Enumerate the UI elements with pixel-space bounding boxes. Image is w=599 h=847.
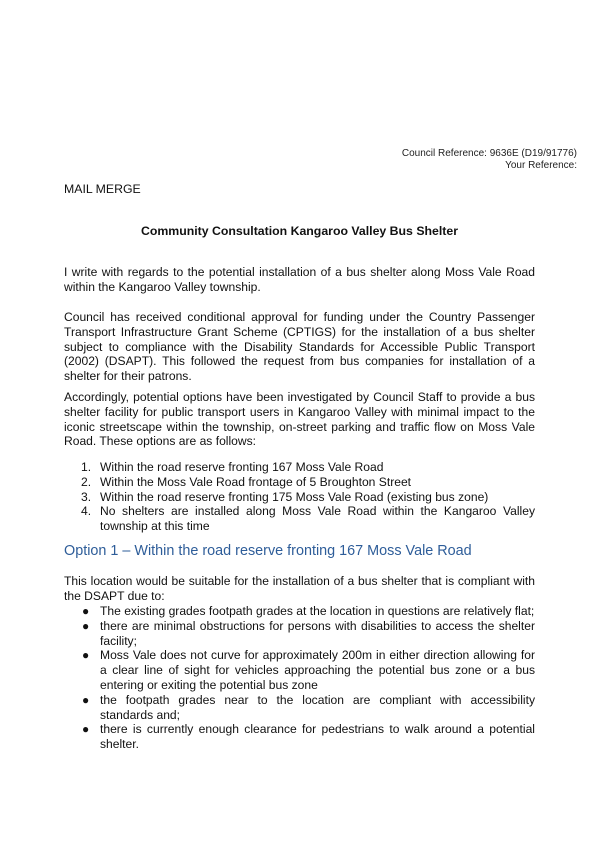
bullet-item [64,604,535,619]
bullet-text: The existing grades footpath grades at the location in questions are relatively flat; [100,604,535,618]
bullet-text: standards and; [100,707,181,722]
list-item [64,475,535,490]
bullet-icon: ● [82,648,90,663]
bullet-text: the footpath grades near to the location are compliant with accessibility [100,692,535,707]
list-number: 4. [81,504,92,519]
intro-paragraph [64,265,535,295]
bullet-icon: ● [82,604,90,618]
bullet-item [64,693,535,723]
funding-paragraph [64,310,535,384]
list-item-text: Within the road reserve fronting 167 Moss Vale Road [100,460,384,474]
option1-intro-line: the DSAPT due to: [64,588,165,603]
letter-title: Community Consultation Kangaroo Valley Bus Shelter [140,224,459,238]
options-intro-line: Road. These options are as follows: [64,434,257,449]
funding-line: subject to compliance with the Disability Standards for Accessible Public Transport [64,339,535,354]
option1-intro-paragraph [64,574,535,604]
council-reference-block [402,148,577,171]
options-intro-line: shelter facility for public transport users in Kangaroo Valley with minimal impact to the [64,404,535,419]
funding-line: shelter for their patrons. [64,369,192,384]
bullet-text: Moss Vale does not curve for approximately 200m in either direction allowing for [100,648,535,663]
option1-bullet-list [64,604,535,752]
bullet-text: a clear line of sight for vehicles approaching the potential bus zone or a bus [100,663,535,678]
options-intro-line: Accordingly, potential options have been investigated by Council Staff to provide a bus [64,390,535,404]
intro-line: within the Kangaroo Valley township. [64,279,261,294]
bullet-item [64,648,535,692]
list-item-text: No shelters are installed along Moss Vale Road within the Kangaroo Valley [100,504,535,519]
bullet-icon: ● [82,722,90,737]
bullet-icon: ● [82,692,90,707]
bullet-text: facility; [100,633,137,648]
list-item-text: Within the road reserve fronting 175 Moss Vale Road (existing bus zone) [100,489,489,504]
list-number: 1. [81,460,92,474]
intro-line: I write with regards to the potential installation of a bus shelter along Moss Vale Road [64,265,535,279]
council-reference: Council Reference: 9636E (D19/91776) [401,148,577,159]
list-number: 2. [81,474,92,489]
bullet-text: there is currently enough clearance for pedestrians to walk around a potential [100,722,535,737]
list-item [64,490,535,505]
list-item-text: Within the Moss Vale Road frontage of 5 Broughton Street [100,474,412,489]
bullet-item [64,619,535,649]
options-list [64,460,535,534]
options-intro-line: iconic streetscape within the township, on-street parking and traffic flow on Moss Vale [64,419,535,434]
list-number: 3. [81,489,92,504]
bullet-text: there are minimal obstructions for persons with disabilities to access the shelter [100,618,535,633]
list-item-text: township at this time [100,519,210,534]
list-item [64,504,535,534]
options-intro-paragraph [64,390,535,449]
your-reference: Your Reference: [505,159,577,171]
bullet-item [64,722,535,752]
bullet-icon: ● [82,618,90,633]
funding-line: Council has received conditional approval for funding under the Country Passenger [64,310,535,324]
funding-line: Transport Infrastructure Grant Scheme (CPTIGS) for the installation of a bus shelter [64,324,535,339]
list-item [64,460,535,475]
bullet-text: shelter. [100,737,139,752]
option1-intro-line: This location would be suitable for the installation of a bus shelter that is compliant with [64,574,535,588]
funding-line: (2002) (DSAPT). This followed the request from bus companies for installation of a [64,354,535,369]
bullet-text: entering or exiting the potential bus zone [100,677,318,692]
mail-merge-placeholder: MAIL MERGE [64,182,141,196]
option1-heading: Option 1 – Within the road reserve fronting 167 Moss Vale Road [64,543,472,559]
